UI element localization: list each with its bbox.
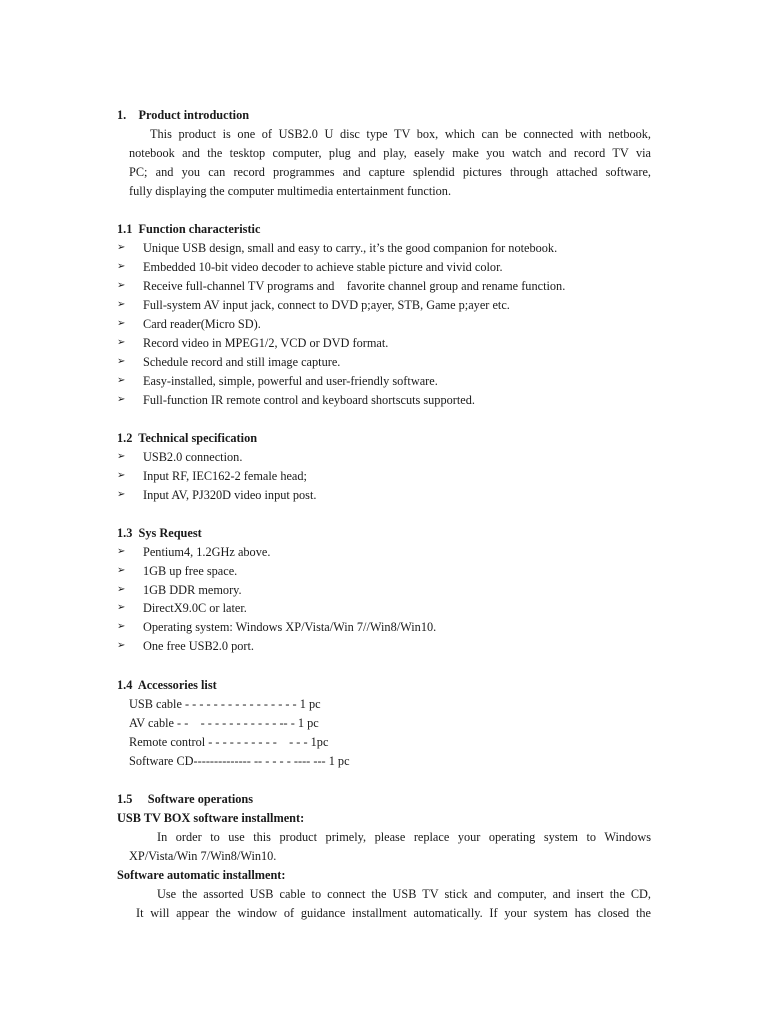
intro-line-4: fully displaying the computer multimedia entertainment function. [129,184,452,198]
bullet-arrow-icon: ➢ [117,640,126,651]
bullet-arrow-icon: ➢ [117,337,126,348]
subheading-software-installment: USB TV BOX software installment: [117,811,305,825]
sys-item: One free USB2.0 port. [143,639,254,653]
bullet-arrow-icon: ➢ [117,565,126,576]
bullet-arrow-icon: ➢ [117,261,126,272]
sys-item: DirectX9.0C or later. [143,601,247,615]
function-item: Receive full-channel TV programs and favorite channel group and rename function. [143,279,566,293]
install-line-2: XP/Vista/Win 7/Win8/Win10. [129,849,277,863]
function-item: Full-function IR remote control and keyboard shortscuts supported. [143,393,475,407]
function-item: Schedule record and still image capture. [143,355,341,369]
technical-item: Input AV, PJ320D video input post. [143,488,317,502]
section-heading-accessories-list: 1.4 Accessories list [117,678,217,692]
bullet-arrow-icon: ➢ [117,621,126,632]
technical-item: USB2.0 connection. [143,450,243,464]
accessory-item: USB cable - - - - - - - - - - - - - - - - 1 pc [129,697,321,711]
bullet-arrow-icon: ➢ [117,242,126,253]
technical-item: Input RF, IEC162-2 female head; [143,469,307,483]
section-heading-product-introduction: 1. Product introduction [117,108,250,122]
section-heading-sys-request: 1.3 Sys Request [117,526,202,540]
subheading-automatic-installment: Software automatic installment: [117,868,286,882]
bullet-arrow-icon: ➢ [117,489,126,500]
function-item: Card reader(Micro SD). [143,317,261,331]
intro-line-1: This product is one of USB2.0 U disc type TV box, which can be connected with netbook, [150,127,651,141]
accessory-item: Software CD-------------- -- - - - - ---- --- 1 pc [129,754,350,768]
bullet-arrow-icon: ➢ [117,280,126,291]
intro-line-2: notebook and the tesktop computer, plug and play, easely make you watch and record TV via [129,146,651,160]
sys-item: Operating system: Windows XP/Vista/Win 7//Win8/Win10. [143,620,437,634]
bullet-arrow-icon: ➢ [117,375,126,386]
bullet-arrow-icon: ➢ [117,584,126,595]
function-item: Embedded 10-bit video decoder to achieve stable picture and vivid color. [143,260,503,274]
section-heading-technical-specification: 1.2 Technical specification [117,431,258,445]
accessory-item: Remote control - - - - - - - - - - - - - 1pc [129,735,329,749]
function-item: Full-system AV input jack, connect to DVD p;ayer, STB, Game p;ayer etc. [143,298,510,312]
function-item: Record video in MPEG1/2, VCD or DVD format. [143,336,389,350]
section-heading-function-characteristic: 1.1 Function characteristic [117,222,261,236]
bullet-arrow-icon: ➢ [117,470,126,481]
accessory-item: AV cable - - - - - - - - - - - - - -- - 1 pc [129,716,319,730]
section-heading-software-operations: 1.5 Software operations [117,792,254,806]
bullet-arrow-icon: ➢ [117,451,126,462]
sys-item: 1GB DDR memory. [143,583,242,597]
bullet-arrow-icon: ➢ [117,299,126,310]
bullet-arrow-icon: ➢ [117,394,126,405]
intro-line-3: PC; and you can record programmes and capture splendid pictures through attached software, [129,165,651,179]
function-item: Easy-installed, simple, powerful and user-friendly software. [143,374,438,388]
function-item: Unique USB design, small and easy to carry., it’s the good companion for notebook. [143,241,558,255]
bullet-arrow-icon: ➢ [117,356,126,367]
bullet-arrow-icon: ➢ [117,546,126,557]
sys-item: Pentium4, 1.2GHz above. [143,545,271,559]
sys-item: 1GB up free space. [143,564,238,578]
auto-install-line-2: It will appear the window of guidance installment automatically. If your system has closed the [136,906,651,920]
bullet-arrow-icon: ➢ [117,602,126,613]
bullet-arrow-icon: ➢ [117,318,126,329]
install-line-1: In order to use this product primely, please replace your operating system to Windows [157,830,651,844]
auto-install-line-1: Use the assorted USB cable to connect the USB TV stick and computer, and insert the CD, [157,887,651,901]
